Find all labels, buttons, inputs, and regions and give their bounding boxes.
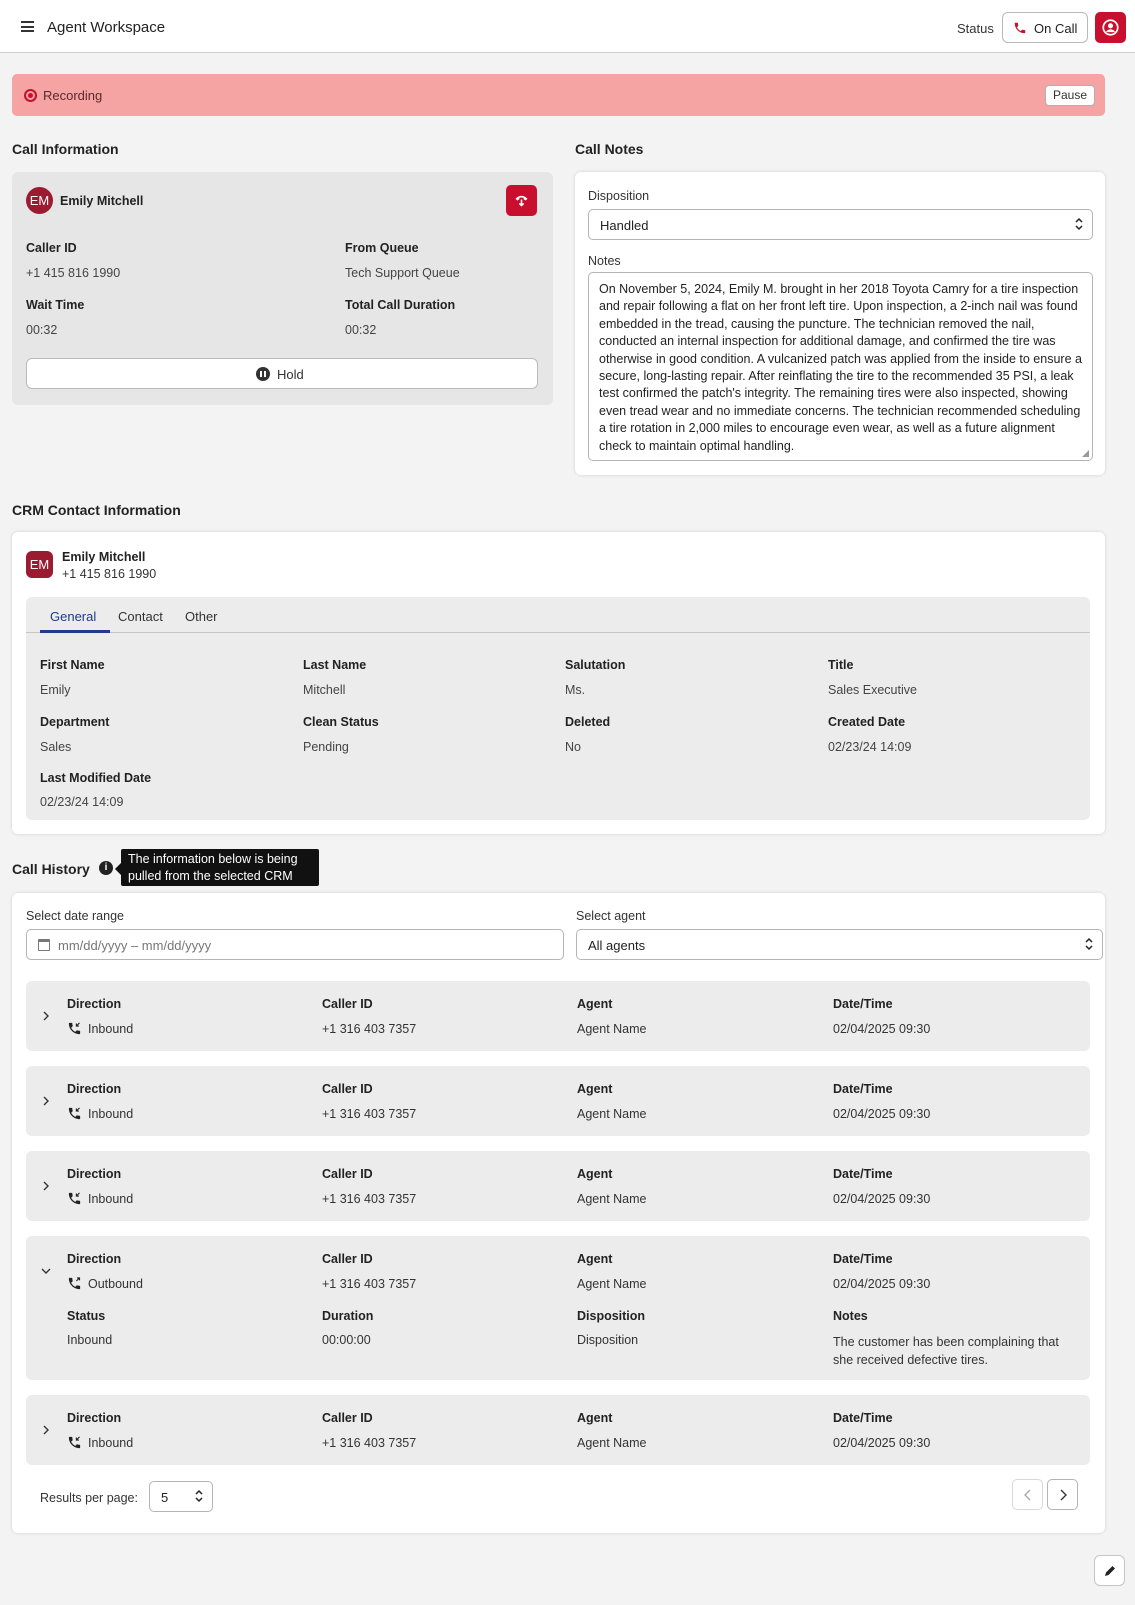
hold-button[interactable] xyxy=(26,358,538,389)
duration-value: 00:00:00 xyxy=(322,1333,371,1347)
created-date-value: 02/23/24 14:09 xyxy=(828,740,912,754)
status-value: Inbound xyxy=(67,1333,113,1347)
first-name-value: Emily xyxy=(40,683,71,697)
caller-id-value: +1 316 403 7357 xyxy=(322,1022,417,1036)
agent-value: Agent Name xyxy=(577,1436,647,1450)
crm-contact-card xyxy=(12,532,1105,834)
on-call-label: On Call xyxy=(1034,21,1078,36)
inbound-call-icon xyxy=(67,1191,82,1206)
notes-textarea[interactable] xyxy=(588,272,1093,461)
tab-general[interactable]: General xyxy=(50,609,97,624)
edit-icon xyxy=(1103,1564,1117,1578)
call-notes-title: Call Notes xyxy=(575,141,644,157)
date-range-placeholder: mm/dd/yyyy – mm/dd/yyyy xyxy=(58,938,212,953)
total-duration-value: 00:32 xyxy=(345,323,377,337)
info-icon[interactable]: i xyxy=(99,861,113,875)
agent-label: Agent xyxy=(577,1411,613,1425)
outbound-call-icon xyxy=(67,1276,82,1291)
salutation-value: Ms. xyxy=(565,683,586,697)
disposition-value: Disposition xyxy=(577,1333,639,1347)
agent-select-value: All agents xyxy=(588,938,646,953)
call-information-card xyxy=(12,172,553,405)
chevron-right-icon xyxy=(41,1425,51,1435)
direction-value: Outbound xyxy=(88,1277,143,1291)
crm-contact-name: Emily Mitchell xyxy=(62,550,146,564)
call-information-title: Call Information xyxy=(12,141,119,157)
disposition-label: Disposition xyxy=(577,1309,646,1323)
total-duration-label: Total Call Duration xyxy=(345,298,456,312)
pause-icon xyxy=(256,367,270,381)
agent-label: Agent xyxy=(577,1252,613,1266)
user-icon xyxy=(1102,19,1119,36)
datetime-label: Date/Time xyxy=(833,997,893,1011)
agent-value: Agent Name xyxy=(577,1277,647,1291)
caller-name: Emily Mitchell xyxy=(60,194,144,208)
crm-source-tooltip: The information below is being pulled from the selected CRM xyxy=(121,849,319,886)
caller-id-label: Caller ID xyxy=(322,997,373,1011)
results-per-page-value: 5 xyxy=(161,1490,169,1505)
disposition-value: Handled xyxy=(600,218,649,233)
salutation-label: Salutation xyxy=(565,658,626,672)
date-range-input[interactable] xyxy=(26,929,564,960)
status-label: Status xyxy=(67,1309,106,1323)
caller-id-value: +1 316 403 7357 xyxy=(322,1107,417,1121)
direction-value: Inbound xyxy=(88,1022,134,1036)
notes-value: The customer has been complaining that she received defective tires. xyxy=(833,1335,1059,1367)
datetime-value: 02/04/2025 09:30 xyxy=(833,1192,931,1206)
datetime-label: Date/Time xyxy=(833,1411,893,1425)
record-icon xyxy=(24,89,37,102)
agent-value: Agent Name xyxy=(577,1022,647,1036)
chevron-right-icon xyxy=(41,1011,51,1021)
results-per-page-label: Results per page: xyxy=(40,1491,138,1505)
deleted-label: Deleted xyxy=(565,715,611,729)
top-bar xyxy=(0,0,1135,53)
caller-id-label: Caller ID xyxy=(26,241,77,255)
crm-details-panel xyxy=(26,597,1090,820)
date-range-label: Select date range xyxy=(26,909,124,923)
direction-label: Direction xyxy=(67,997,122,1011)
caller-id-label: Caller ID xyxy=(322,1082,373,1096)
call-history-row[interactable] xyxy=(26,1151,1090,1221)
inbound-call-icon xyxy=(67,1435,82,1450)
next-page-button[interactable] xyxy=(1047,1479,1078,1510)
caller-id-value: +1 415 816 1990 xyxy=(26,266,121,280)
agent-filter-label: Select agent xyxy=(576,909,646,923)
chevron-right-icon xyxy=(41,1181,51,1191)
app-title: Agent Workspace xyxy=(47,19,166,36)
chevron-left-icon xyxy=(1023,1489,1033,1501)
notes-label: Notes xyxy=(588,254,621,268)
last-modified-label: Last Modified Date xyxy=(40,771,152,785)
pause-recording-button[interactable]: Pause xyxy=(1045,85,1095,106)
agent-value: Agent Name xyxy=(577,1107,647,1121)
call-history-card xyxy=(12,893,1105,1533)
duration-label: Duration xyxy=(322,1309,374,1323)
caret-icon xyxy=(195,1489,203,1503)
caret-icon xyxy=(1075,217,1083,231)
call-notes-card xyxy=(575,172,1105,475)
transfer-icon xyxy=(513,192,530,209)
tab-contact[interactable]: Contact xyxy=(118,609,163,624)
datetime-label: Date/Time xyxy=(833,1167,893,1181)
disposition-label: Disposition xyxy=(588,189,650,203)
first-name-label: First Name xyxy=(40,658,105,672)
created-date-label: Created Date xyxy=(828,715,906,729)
wait-time-label: Wait Time xyxy=(26,298,85,312)
agent-label: Agent xyxy=(577,997,613,1011)
previous-page-button[interactable] xyxy=(1012,1479,1043,1510)
call-history-row-expanded[interactable] xyxy=(26,1236,1090,1380)
direction-label: Direction xyxy=(67,1082,122,1096)
caller-id-label: Caller ID xyxy=(322,1411,373,1425)
crm-contact-phone: +1 415 816 1990 xyxy=(62,567,157,581)
transfer-call-button[interactable] xyxy=(506,185,537,216)
caret-icon xyxy=(1085,937,1093,951)
edit-button[interactable] xyxy=(1094,1555,1125,1586)
caller-id-value: +1 316 403 7357 xyxy=(322,1192,417,1206)
agent-select[interactable] xyxy=(576,929,1103,960)
disposition-select[interactable] xyxy=(588,209,1093,240)
avatar: EM xyxy=(26,551,53,578)
calendar-icon xyxy=(38,939,50,951)
avatar: EM xyxy=(26,187,53,214)
datetime-value: 02/04/2025 09:30 xyxy=(833,1436,931,1450)
direction-value: Inbound xyxy=(88,1192,134,1206)
inbound-call-icon xyxy=(67,1021,82,1036)
chevron-down-icon xyxy=(41,1266,51,1276)
clean-status-value: Pending xyxy=(303,740,349,754)
caller-id-label: Caller ID xyxy=(322,1167,373,1181)
call-history-row[interactable] xyxy=(26,1066,1090,1136)
active-tab-indicator xyxy=(40,630,110,633)
inbound-call-icon xyxy=(67,1106,82,1121)
deleted-value: No xyxy=(565,740,581,754)
from-queue-label: From Queue xyxy=(345,241,419,255)
agent-label: Agent xyxy=(577,1082,613,1096)
call-history-row[interactable] xyxy=(26,981,1090,1051)
last-modified-value: 02/23/24 14:09 xyxy=(40,795,124,809)
title-value: Sales Executive xyxy=(828,683,917,697)
datetime-label: Date/Time xyxy=(833,1082,893,1096)
last-name-value: Mitchell xyxy=(303,683,346,697)
direction-label: Direction xyxy=(67,1252,122,1266)
resize-handle[interactable] xyxy=(1082,450,1089,457)
caller-id-value: +1 316 403 7357 xyxy=(322,1277,417,1291)
status-label: Status xyxy=(957,21,994,36)
direction-label: Direction xyxy=(67,1167,122,1181)
tab-other[interactable]: Other xyxy=(185,609,218,624)
call-history-title: Call History xyxy=(12,861,90,877)
from-queue-value: Tech Support Queue xyxy=(345,266,460,280)
notes-text: On November 5, 2024, Emily M. brought in her 2018 Toyota Camry for a tire inspection and repair following a flat on her front left tire. Upon inspection, a 2-inch nail was found embedded in the tread, causing the puncture. The technician removed the nail, conducted an internal inspection for additional damage, and confirmed the tire was otherwise in good condition. A vulcanized patch was applied from the inside to ensure a secure, long-lasting repair. After reinflating the tire to the recommended 35 PSI, a leak test confirmed the patch's integrity. The remaining tires were also inspected, showing even tread wear and no immediate concerns. The technician recommended scheduling a tire rotation in 2,000 miles to encourage even wear, as well as a future alignment check to maintain optimal handling. xyxy=(599,282,1082,453)
agent-value: Agent Name xyxy=(577,1192,647,1206)
direction-value: Inbound xyxy=(88,1107,134,1121)
chevron-right-icon xyxy=(41,1096,51,1106)
notes-label: Notes xyxy=(833,1309,868,1323)
hold-label: Hold xyxy=(277,367,304,382)
datetime-value: 02/04/2025 09:30 xyxy=(833,1107,931,1121)
clean-status-label: Clean Status xyxy=(303,715,379,729)
crm-contact-title: CRM Contact Information xyxy=(12,502,181,518)
wait-time-value: 00:32 xyxy=(26,323,58,337)
datetime-value: 02/04/2025 09:30 xyxy=(833,1277,931,1291)
datetime-label: Date/Time xyxy=(833,1252,893,1266)
department-value: Sales xyxy=(40,740,72,754)
call-history-row[interactable] xyxy=(26,1395,1090,1465)
last-name-label: Last Name xyxy=(303,658,367,672)
recording-label: Recording xyxy=(43,88,103,103)
direction-label: Direction xyxy=(67,1411,122,1425)
user-menu-button[interactable] xyxy=(1095,12,1126,43)
title-label: Title xyxy=(828,658,854,672)
chevron-right-icon xyxy=(1058,1489,1068,1501)
on-call-status-button[interactable] xyxy=(1002,12,1088,43)
phone-icon xyxy=(1013,21,1027,35)
recording-banner xyxy=(12,74,1105,116)
datetime-value: 02/04/2025 09:30 xyxy=(833,1022,931,1036)
direction-value: Inbound xyxy=(88,1436,134,1450)
results-per-page-select[interactable] xyxy=(149,1481,213,1512)
department-label: Department xyxy=(40,715,110,729)
agent-label: Agent xyxy=(577,1167,613,1181)
caller-id-label: Caller ID xyxy=(322,1252,373,1266)
caller-id-value: +1 316 403 7357 xyxy=(322,1436,417,1450)
crm-tabs xyxy=(26,597,1090,633)
menu-icon[interactable] xyxy=(21,21,34,32)
